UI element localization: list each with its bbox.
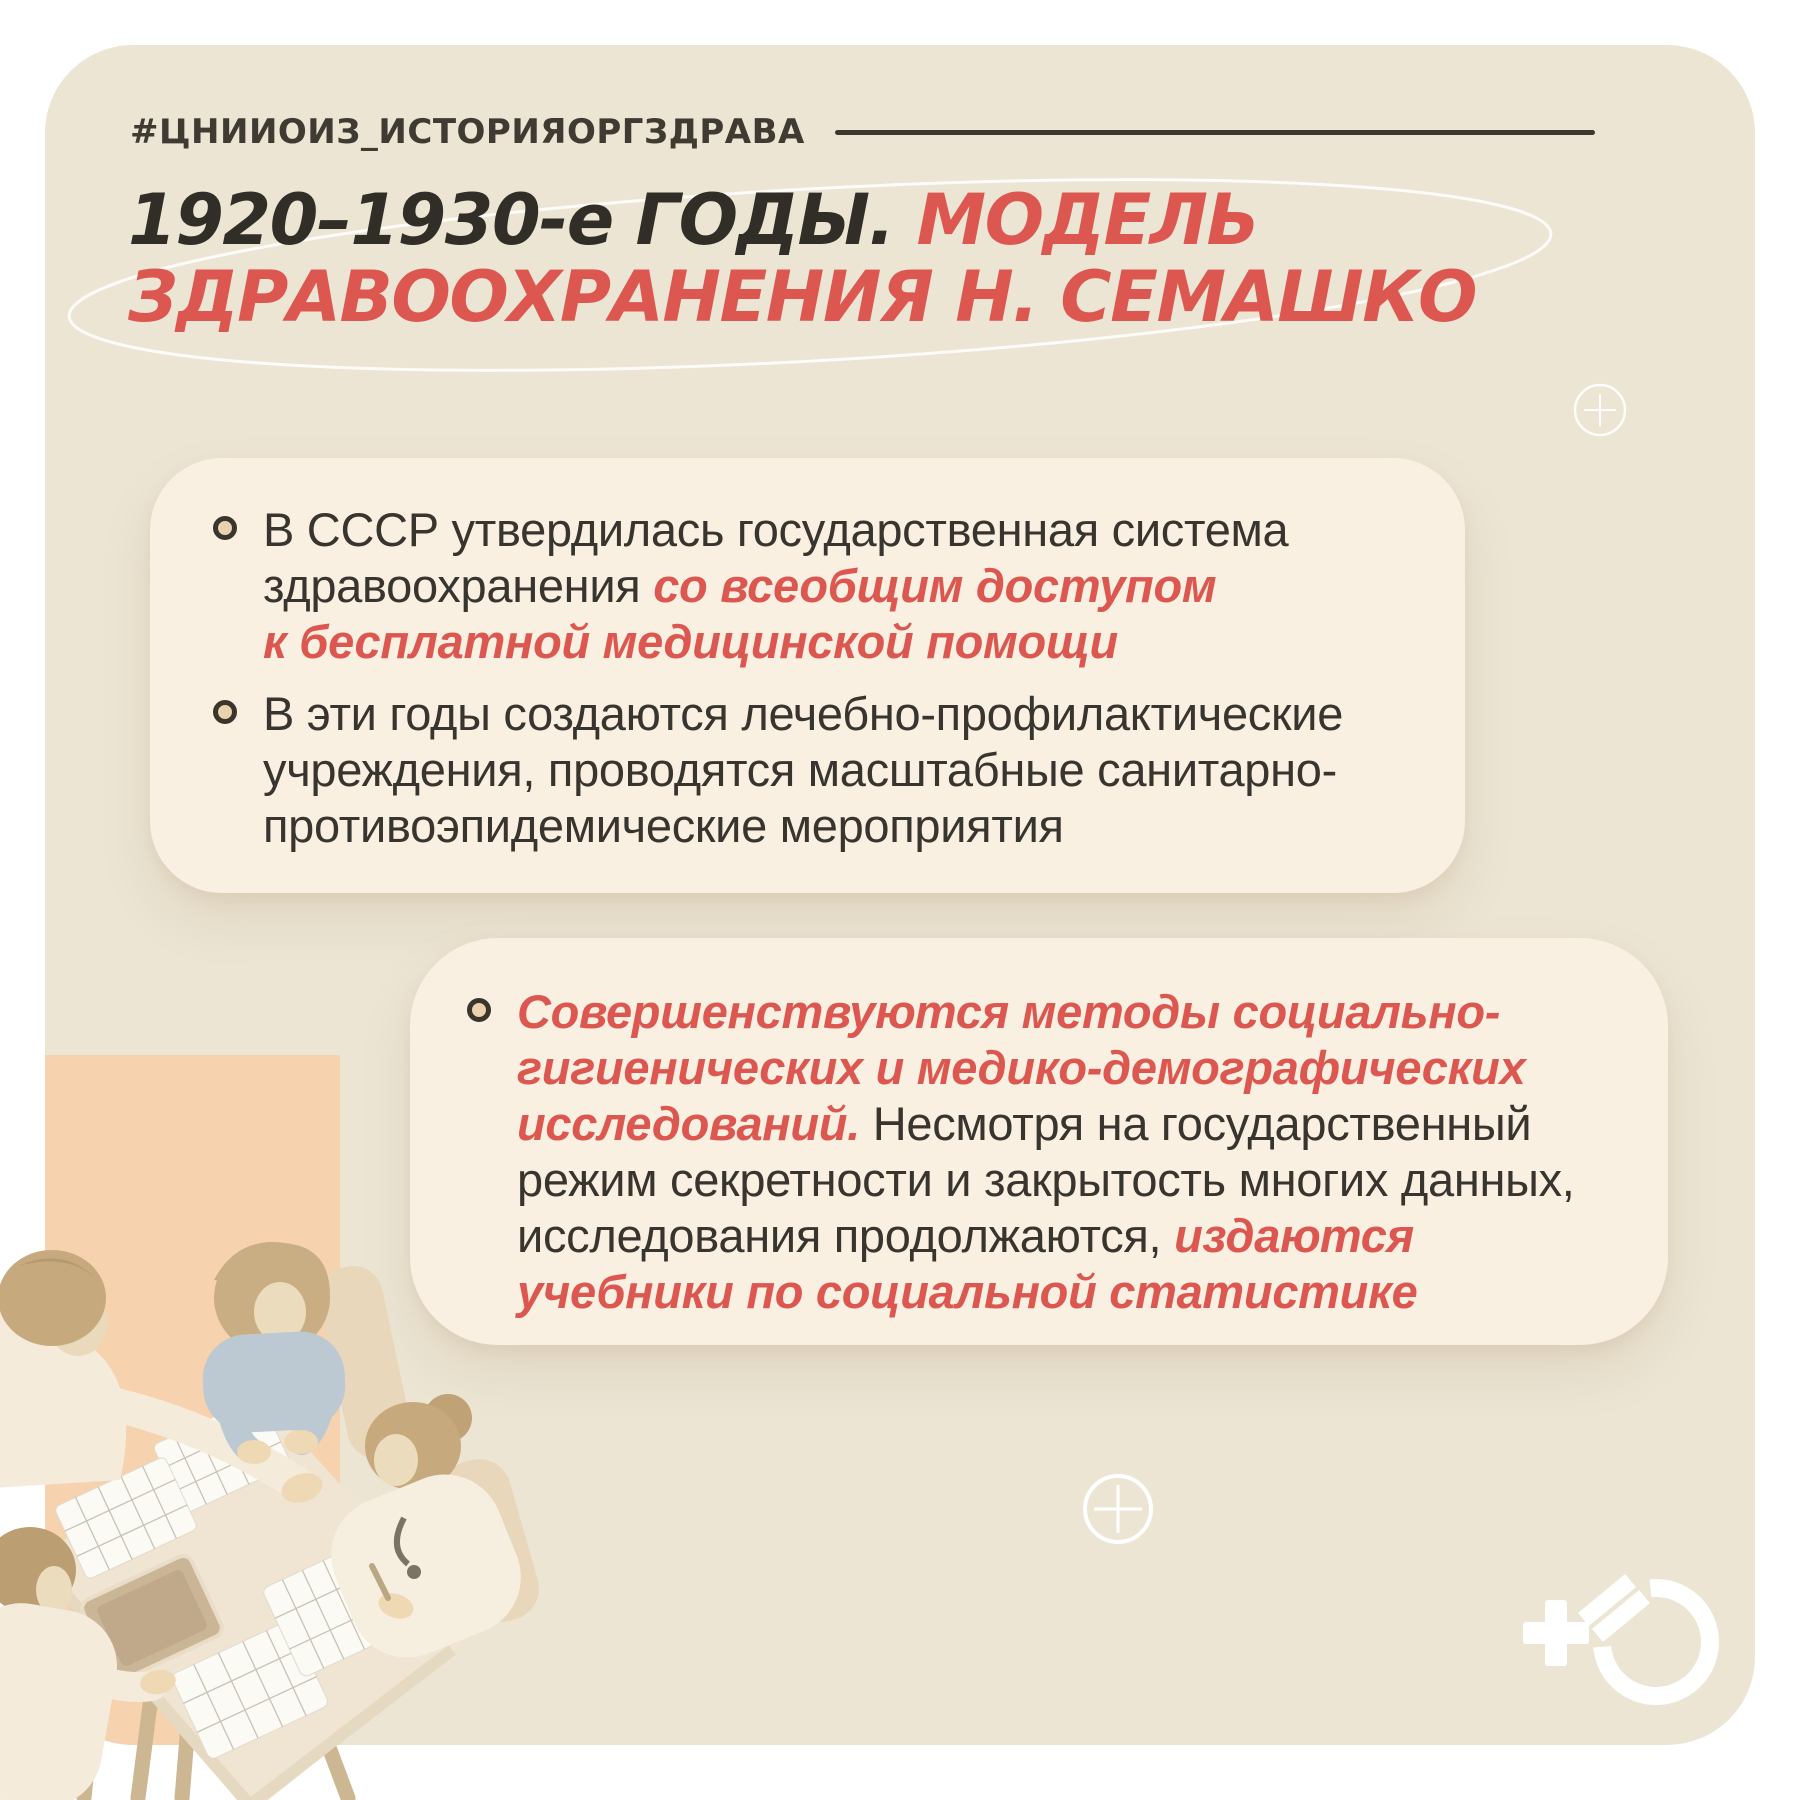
header xyxy=(130,112,1595,152)
bullet-text: В СССР утвердилась государственная система здравоохранения со всеобщим доступом к бесплатной медицинской помощи xyxy=(263,503,1289,668)
info-card-top xyxy=(150,458,1465,893)
hashtag-label: #ЦНИИОИЗ_ИСТОРИЯОРГЗДРАВА xyxy=(130,112,805,152)
list-item xyxy=(213,502,1425,670)
bullet-marker-icon xyxy=(213,700,237,724)
page-title: 1920–1930-е ГОДЫ. МОДЕЛЬ ЗДРАВООХРАНЕНИЯ Н. СЕМАШКО xyxy=(128,179,1476,338)
list-item xyxy=(213,686,1425,854)
bullet-text: В эти годы создаются лечебно-профилактические учреждения, проводятся масштабные санитарно- противоэпидемические мероприятия xyxy=(263,687,1344,852)
bullet-marker-icon xyxy=(213,516,237,540)
bullet-marker-icon xyxy=(467,998,491,1022)
peach-backdrop xyxy=(45,1055,340,1745)
info-card-bottom xyxy=(410,938,1668,1345)
header-divider xyxy=(835,130,1595,135)
list-item xyxy=(467,984,1628,1320)
bullet-text: Совершенствуются методы социально- гигиенических и медико-демографических исследований. Несмотря на государственный режим секретности и закрытость многих данных, исследования продолжаются, издаются учебники по социальной статистике xyxy=(517,985,1575,1318)
